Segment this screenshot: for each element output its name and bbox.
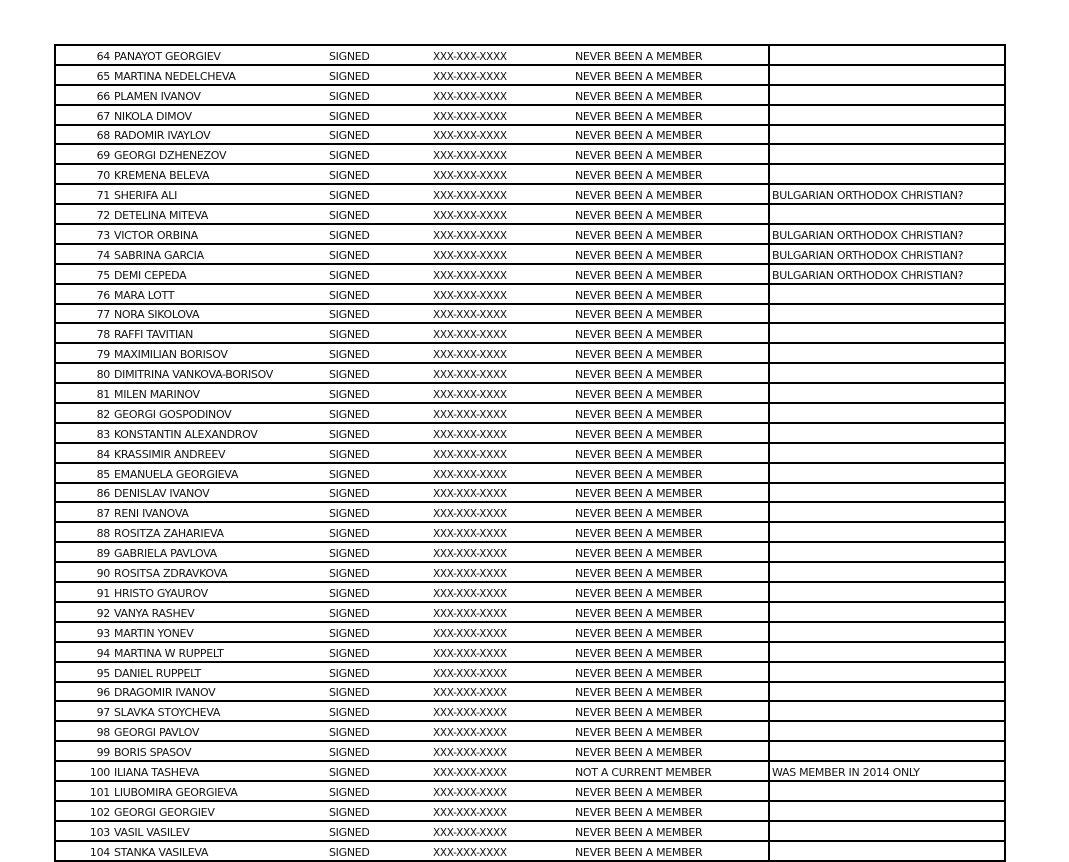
row-number-cell: 69 [55, 144, 111, 164]
table-row [55, 403, 1005, 423]
member-name-cell: DETELINA MITEVA [111, 204, 327, 224]
member-name-cell: KREMENA BELEVA [111, 164, 327, 184]
row-number-cell: 85 [55, 463, 111, 483]
membership-status-cell: NEVER BEEN A MEMBER [573, 562, 769, 582]
phone-number-cell: XXX-XXX-XXXX [431, 304, 573, 324]
membership-status-cell: NEVER BEEN A MEMBER [573, 423, 769, 443]
row-number-cell: 96 [55, 682, 111, 702]
signature-status-cell: SIGNED [327, 701, 431, 721]
signature-status-cell: SIGNED [327, 383, 431, 403]
row-number-cell: 103 [55, 821, 111, 841]
note-cell: WAS MEMBER IN 2014 ONLY [769, 761, 1005, 781]
table-row [55, 761, 1005, 781]
row-number-cell: 98 [55, 721, 111, 741]
membership-status-cell: NEVER BEEN A MEMBER [573, 244, 769, 264]
membership-status-cell: NEVER BEEN A MEMBER [573, 363, 769, 383]
member-name-cell: EMANUELA GEORGIEVA [111, 463, 327, 483]
signature-status-cell: SIGNED [327, 682, 431, 702]
membership-status-cell: NEVER BEEN A MEMBER [573, 821, 769, 841]
table-row [55, 224, 1005, 244]
phone-number-cell: XXX-XXX-XXXX [431, 841, 573, 861]
table-row [55, 105, 1005, 125]
row-number-cell: 71 [55, 184, 111, 204]
row-number-cell: 89 [55, 542, 111, 562]
phone-number-cell: XXX-XXX-XXXX [431, 642, 573, 662]
phone-number-cell: XXX-XXX-XXXX [431, 602, 573, 622]
row-number-cell: 73 [55, 224, 111, 244]
member-table-body [55, 45, 1005, 861]
note-cell [769, 343, 1005, 363]
phone-number-cell: XXX-XXX-XXXX [431, 343, 573, 363]
membership-status-cell: NEVER BEEN A MEMBER [573, 463, 769, 483]
signature-status-cell: SIGNED [327, 463, 431, 483]
membership-status-cell: NEVER BEEN A MEMBER [573, 125, 769, 145]
row-number-cell: 101 [55, 781, 111, 801]
phone-number-cell: XXX-XXX-XXXX [431, 323, 573, 343]
signature-status-cell: SIGNED [327, 85, 431, 105]
phone-number-cell: XXX-XXX-XXXX [431, 284, 573, 304]
table-row [55, 542, 1005, 562]
note-cell [769, 642, 1005, 662]
row-number-cell: 87 [55, 502, 111, 522]
membership-status-cell: NEVER BEEN A MEMBER [573, 622, 769, 642]
member-name-cell: ROSITZA ZAHARIEVA [111, 522, 327, 542]
member-name-cell: MILEN MARINOV [111, 383, 327, 403]
member-name-cell: KONSTANTIN ALEXANDROV [111, 423, 327, 443]
table-row [55, 363, 1005, 383]
phone-number-cell: XXX-XXX-XXXX [431, 542, 573, 562]
member-name-cell: GEORGI PAVLOV [111, 721, 327, 741]
table-row [55, 204, 1005, 224]
row-number-cell: 92 [55, 602, 111, 622]
table-row [55, 144, 1005, 164]
member-name-cell: LIUBOMIRA GEORGIEVA [111, 781, 327, 801]
membership-status-cell: NEVER BEEN A MEMBER [573, 383, 769, 403]
table-row [55, 284, 1005, 304]
member-name-cell: NORA SIKOLOVA [111, 304, 327, 324]
table-row [55, 522, 1005, 542]
membership-status-cell: NEVER BEEN A MEMBER [573, 323, 769, 343]
phone-number-cell: XXX-XXX-XXXX [431, 224, 573, 244]
signature-status-cell: SIGNED [327, 304, 431, 324]
note-cell [769, 105, 1005, 125]
signature-status-cell: SIGNED [327, 343, 431, 363]
signature-status-cell: SIGNED [327, 562, 431, 582]
member-name-cell: PANAYOT GEORGIEV [111, 45, 327, 65]
member-name-cell: MARTINA NEDELCHEVA [111, 65, 327, 85]
row-number-cell: 76 [55, 284, 111, 304]
row-number-cell: 94 [55, 642, 111, 662]
membership-status-cell: NEVER BEEN A MEMBER [573, 184, 769, 204]
signature-status-cell: SIGNED [327, 45, 431, 65]
row-number-cell: 97 [55, 701, 111, 721]
signature-status-cell: SIGNED [327, 443, 431, 463]
membership-status-cell: NEVER BEEN A MEMBER [573, 483, 769, 503]
signature-status-cell: SIGNED [327, 542, 431, 562]
signature-status-cell: SIGNED [327, 821, 431, 841]
membership-status-cell: NEVER BEEN A MEMBER [573, 224, 769, 244]
signature-status-cell: SIGNED [327, 204, 431, 224]
table-row [55, 65, 1005, 85]
row-number-cell: 100 [55, 761, 111, 781]
note-cell [769, 701, 1005, 721]
signature-status-cell: SIGNED [327, 224, 431, 244]
table-row [55, 741, 1005, 761]
table-row [55, 622, 1005, 642]
signature-status-cell: SIGNED [327, 125, 431, 145]
signature-status-cell: SIGNED [327, 741, 431, 761]
membership-status-cell: NEVER BEEN A MEMBER [573, 45, 769, 65]
member-name-cell: VASIL VASILEV [111, 821, 327, 841]
table-row [55, 443, 1005, 463]
note-cell: BULGARIAN ORTHODOX CHRISTIAN? [769, 184, 1005, 204]
member-name-cell: STANKA VASILEVA [111, 841, 327, 861]
note-cell [769, 662, 1005, 682]
note-cell: BULGARIAN ORTHODOX CHRISTIAN? [769, 224, 1005, 244]
membership-status-cell: NEVER BEEN A MEMBER [573, 701, 769, 721]
note-cell [769, 682, 1005, 702]
membership-status-cell: NEVER BEEN A MEMBER [573, 542, 769, 562]
row-number-cell: 102 [55, 801, 111, 821]
table-row [55, 343, 1005, 363]
table-row [55, 821, 1005, 841]
membership-status-cell: NEVER BEEN A MEMBER [573, 662, 769, 682]
signature-status-cell: SIGNED [327, 502, 431, 522]
signature-status-cell: SIGNED [327, 423, 431, 443]
member-name-cell: MARA LOTT [111, 284, 327, 304]
table-row [55, 483, 1005, 503]
row-number-cell: 95 [55, 662, 111, 682]
membership-status-cell: NEVER BEEN A MEMBER [573, 304, 769, 324]
phone-number-cell: XXX-XXX-XXXX [431, 701, 573, 721]
membership-status-cell: NEVER BEEN A MEMBER [573, 741, 769, 761]
phone-number-cell: XXX-XXX-XXXX [431, 741, 573, 761]
membership-status-cell: NEVER BEEN A MEMBER [573, 721, 769, 741]
signature-status-cell: SIGNED [327, 164, 431, 184]
note-cell [769, 801, 1005, 821]
note-cell [769, 821, 1005, 841]
signature-status-cell: SIGNED [327, 264, 431, 284]
note-cell [769, 721, 1005, 741]
row-number-cell: 91 [55, 582, 111, 602]
phone-number-cell: XXX-XXX-XXXX [431, 204, 573, 224]
note-cell [769, 323, 1005, 343]
membership-status-cell: NEVER BEEN A MEMBER [573, 105, 769, 125]
member-name-cell: HRISTO GYAUROV [111, 582, 327, 602]
row-number-cell: 93 [55, 622, 111, 642]
member-name-cell: PLAMEN IVANOV [111, 85, 327, 105]
member-name-cell: GEORGI DZHENEZOV [111, 144, 327, 164]
row-number-cell: 72 [55, 204, 111, 224]
membership-status-cell: NEVER BEEN A MEMBER [573, 682, 769, 702]
table-row [55, 264, 1005, 284]
phone-number-cell: XXX-XXX-XXXX [431, 622, 573, 642]
phone-number-cell: XXX-XXX-XXXX [431, 483, 573, 503]
phone-number-cell: XXX-XXX-XXXX [431, 65, 573, 85]
membership-status-cell: NEVER BEEN A MEMBER [573, 443, 769, 463]
signature-status-cell: SIGNED [327, 721, 431, 741]
row-number-cell: 78 [55, 323, 111, 343]
row-number-cell: 99 [55, 741, 111, 761]
membership-status-cell: NEVER BEEN A MEMBER [573, 343, 769, 363]
row-number-cell: 67 [55, 105, 111, 125]
note-cell [769, 602, 1005, 622]
note-cell [769, 542, 1005, 562]
table-row [55, 463, 1005, 483]
note-cell [769, 781, 1005, 801]
member-name-cell: GEORGI GOSPODINOV [111, 403, 327, 423]
phone-number-cell: XXX-XXX-XXXX [431, 423, 573, 443]
note-cell [769, 622, 1005, 642]
note-cell [769, 522, 1005, 542]
table-row [55, 502, 1005, 522]
table-row [55, 323, 1005, 343]
note-cell [769, 284, 1005, 304]
membership-status-cell: NEVER BEEN A MEMBER [573, 284, 769, 304]
signature-status-cell: SIGNED [327, 582, 431, 602]
row-number-cell: 75 [55, 264, 111, 284]
table-row [55, 602, 1005, 622]
phone-number-cell: XXX-XXX-XXXX [431, 105, 573, 125]
row-number-cell: 86 [55, 483, 111, 503]
member-name-cell: KRASSIMIR ANDREEV [111, 443, 327, 463]
phone-number-cell: XXX-XXX-XXXX [431, 164, 573, 184]
note-cell: BULGARIAN ORTHODOX CHRISTIAN? [769, 264, 1005, 284]
membership-status-cell: NEVER BEEN A MEMBER [573, 841, 769, 861]
note-cell [769, 304, 1005, 324]
phone-number-cell: XXX-XXX-XXXX [431, 125, 573, 145]
member-name-cell: SABRINA GARCIA [111, 244, 327, 264]
note-cell: BULGARIAN ORTHODOX CHRISTIAN? [769, 244, 1005, 264]
note-cell [769, 741, 1005, 761]
table-row [55, 642, 1005, 662]
membership-status-cell: NEVER BEEN A MEMBER [573, 642, 769, 662]
row-number-cell: 84 [55, 443, 111, 463]
table-row [55, 383, 1005, 403]
row-number-cell: 65 [55, 65, 111, 85]
membership-status-cell: NEVER BEEN A MEMBER [573, 85, 769, 105]
member-name-cell: RAFFI TAVITIAN [111, 323, 327, 343]
membership-status-cell: NEVER BEEN A MEMBER [573, 801, 769, 821]
table-row [55, 781, 1005, 801]
note-cell [769, 164, 1005, 184]
row-number-cell: 79 [55, 343, 111, 363]
membership-status-cell: NEVER BEEN A MEMBER [573, 502, 769, 522]
member-name-cell: SLAVKA STOYCHEVA [111, 701, 327, 721]
table-row [55, 184, 1005, 204]
phone-number-cell: XXX-XXX-XXXX [431, 562, 573, 582]
signature-status-cell: SIGNED [327, 184, 431, 204]
row-number-cell: 88 [55, 522, 111, 542]
member-name-cell: SHERIFA ALI [111, 184, 327, 204]
signature-status-cell: SIGNED [327, 602, 431, 622]
member-name-cell: RADOMIR IVAYLOV [111, 125, 327, 145]
membership-status-cell: NEVER BEEN A MEMBER [573, 582, 769, 602]
membership-status-cell: NOT A CURRENT MEMBER [573, 761, 769, 781]
signature-status-cell: SIGNED [327, 761, 431, 781]
phone-number-cell: XXX-XXX-XXXX [431, 264, 573, 284]
note-cell [769, 502, 1005, 522]
note-cell [769, 562, 1005, 582]
note-cell [769, 443, 1005, 463]
member-name-cell: GEORGI GEORGIEV [111, 801, 327, 821]
membership-status-cell: NEVER BEEN A MEMBER [573, 65, 769, 85]
member-name-cell: BORIS SPASOV [111, 741, 327, 761]
member-name-cell: DIMITRINA VANKOVA-BORISOV [111, 363, 327, 383]
row-number-cell: 104 [55, 841, 111, 861]
membership-status-cell: NEVER BEEN A MEMBER [573, 144, 769, 164]
table-row [55, 45, 1005, 65]
phone-number-cell: XXX-XXX-XXXX [431, 184, 573, 204]
member-name-cell: DENISLAV IVANOV [111, 483, 327, 503]
member-name-cell: VICTOR ORBINA [111, 224, 327, 244]
phone-number-cell: XXX-XXX-XXXX [431, 781, 573, 801]
signature-status-cell: SIGNED [327, 801, 431, 821]
membership-status-cell: NEVER BEEN A MEMBER [573, 204, 769, 224]
signature-status-cell: SIGNED [327, 781, 431, 801]
member-table [54, 44, 1006, 862]
phone-number-cell: XXX-XXX-XXXX [431, 443, 573, 463]
member-name-cell: MAXIMILIAN BORISOV [111, 343, 327, 363]
table-row [55, 164, 1005, 184]
member-name-cell: DANIEL RUPPELT [111, 662, 327, 682]
table-row [55, 582, 1005, 602]
signature-status-cell: SIGNED [327, 522, 431, 542]
phone-number-cell: XXX-XXX-XXXX [431, 821, 573, 841]
signature-status-cell: SIGNED [327, 284, 431, 304]
signature-status-cell: SIGNED [327, 642, 431, 662]
phone-number-cell: XXX-XXX-XXXX [431, 682, 573, 702]
phone-number-cell: XXX-XXX-XXXX [431, 761, 573, 781]
table-row [55, 304, 1005, 324]
phone-number-cell: XXX-XXX-XXXX [431, 45, 573, 65]
note-cell [769, 383, 1005, 403]
note-cell [769, 204, 1005, 224]
note-cell [769, 144, 1005, 164]
member-name-cell: DRAGOMIR IVANOV [111, 682, 327, 702]
signature-status-cell: SIGNED [327, 65, 431, 85]
signature-status-cell: SIGNED [327, 244, 431, 264]
signature-status-cell: SIGNED [327, 323, 431, 343]
note-cell [769, 463, 1005, 483]
membership-status-cell: NEVER BEEN A MEMBER [573, 264, 769, 284]
row-number-cell: 77 [55, 304, 111, 324]
note-cell [769, 85, 1005, 105]
note-cell [769, 483, 1005, 503]
member-name-cell: MARTINA W RUPPELT [111, 642, 327, 662]
row-number-cell: 74 [55, 244, 111, 264]
membership-status-cell: NEVER BEEN A MEMBER [573, 781, 769, 801]
row-number-cell: 82 [55, 403, 111, 423]
note-cell [769, 65, 1005, 85]
member-name-cell: VANYA RASHEV [111, 602, 327, 622]
signature-status-cell: SIGNED [327, 403, 431, 423]
phone-number-cell: XXX-XXX-XXXX [431, 721, 573, 741]
row-number-cell: 83 [55, 423, 111, 443]
phone-number-cell: XXX-XXX-XXXX [431, 383, 573, 403]
phone-number-cell: XXX-XXX-XXXX [431, 363, 573, 383]
phone-number-cell: XXX-XXX-XXXX [431, 502, 573, 522]
phone-number-cell: XXX-XXX-XXXX [431, 662, 573, 682]
phone-number-cell: XXX-XXX-XXXX [431, 463, 573, 483]
table-row [55, 562, 1005, 582]
membership-status-cell: NEVER BEEN A MEMBER [573, 164, 769, 184]
note-cell [769, 125, 1005, 145]
table-row [55, 801, 1005, 821]
table-row [55, 721, 1005, 741]
signature-status-cell: SIGNED [327, 662, 431, 682]
phone-number-cell: XXX-XXX-XXXX [431, 522, 573, 542]
membership-status-cell: NEVER BEEN A MEMBER [573, 602, 769, 622]
row-number-cell: 70 [55, 164, 111, 184]
note-cell [769, 582, 1005, 602]
phone-number-cell: XXX-XXX-XXXX [431, 144, 573, 164]
signature-status-cell: SIGNED [327, 841, 431, 861]
table-row [55, 662, 1005, 682]
member-name-cell: ROSITSA ZDRAVKOVA [111, 562, 327, 582]
note-cell [769, 363, 1005, 383]
member-name-cell: DEMI CEPEDA [111, 264, 327, 284]
row-number-cell: 68 [55, 125, 111, 145]
signature-status-cell: SIGNED [327, 363, 431, 383]
signature-status-cell: SIGNED [327, 622, 431, 642]
member-name-cell: GABRIELA PAVLOVA [111, 542, 327, 562]
table-row [55, 244, 1005, 264]
member-name-cell: ILIANA TASHEVA [111, 761, 327, 781]
phone-number-cell: XXX-XXX-XXXX [431, 85, 573, 105]
table-row [55, 423, 1005, 443]
member-name-cell: MARTIN YONEV [111, 622, 327, 642]
row-number-cell: 90 [55, 562, 111, 582]
member-name-cell: RENI IVANOVA [111, 502, 327, 522]
signature-status-cell: SIGNED [327, 144, 431, 164]
note-cell [769, 45, 1005, 65]
note-cell [769, 403, 1005, 423]
phone-number-cell: XXX-XXX-XXXX [431, 801, 573, 821]
table-row [55, 682, 1005, 702]
member-name-cell: NIKOLA DIMOV [111, 105, 327, 125]
row-number-cell: 66 [55, 85, 111, 105]
membership-status-cell: NEVER BEEN A MEMBER [573, 522, 769, 542]
phone-number-cell: XXX-XXX-XXXX [431, 582, 573, 602]
phone-number-cell: XXX-XXX-XXXX [431, 403, 573, 423]
phone-number-cell: XXX-XXX-XXXX [431, 244, 573, 264]
signature-status-cell: SIGNED [327, 105, 431, 125]
row-number-cell: 64 [55, 45, 111, 65]
row-number-cell: 80 [55, 363, 111, 383]
table-row [55, 701, 1005, 721]
table-row [55, 85, 1005, 105]
note-cell [769, 423, 1005, 443]
membership-status-cell: NEVER BEEN A MEMBER [573, 403, 769, 423]
signature-status-cell: SIGNED [327, 483, 431, 503]
row-number-cell: 81 [55, 383, 111, 403]
table-row [55, 125, 1005, 145]
